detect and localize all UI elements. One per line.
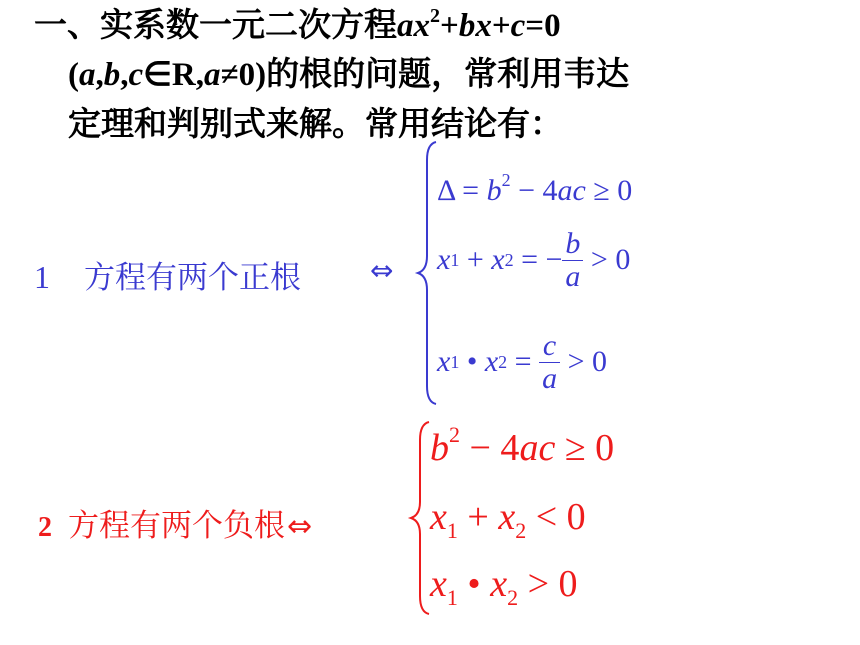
neq-zero: ≠0) [220, 57, 267, 93]
disc-b: b [486, 174, 502, 207]
prod2-x2: x [490, 563, 508, 605]
sum-numerator: b [562, 228, 583, 261]
case-1-sum-condition: x 1 + x 2 = − $\frac{b}{a}$ > 0 [437, 227, 631, 293]
disc2-minus-4: − 4 [460, 427, 520, 469]
prod-fraction [539, 330, 560, 394]
sum-plus: + [459, 243, 492, 276]
sum-denominator: a [565, 259, 581, 293]
case-2-text: 方程有两个负根 [68, 508, 285, 544]
prod2-gt-0: > 0 [518, 563, 578, 605]
eq-c: c [510, 8, 526, 44]
eq-ax: ax [397, 8, 430, 44]
case-2-sum-condition [430, 495, 586, 543]
heading-line-2 [68, 53, 629, 96]
case-1-label [34, 252, 301, 297]
var-c: c [128, 57, 144, 93]
disc-ac: ac [557, 174, 586, 207]
prod-dot: • [459, 345, 485, 378]
case-1-text: 方程有两个正根 [84, 260, 301, 296]
sum2-x1: x [430, 496, 447, 538]
sum2-lt-0: < 0 [526, 496, 586, 538]
var-a-2: a [203, 57, 221, 93]
case-1-number: 1 [34, 259, 50, 295]
disc-sup: 2 [501, 170, 511, 190]
eq-equals-zero: =0 [525, 8, 561, 44]
heading-line-3-text: 定理和判别式来解。常用结论有： [68, 104, 563, 143]
paren-open: ( [68, 57, 79, 93]
eq-sup: 2 [430, 5, 440, 27]
case-2-number: 2 [38, 512, 52, 543]
case-1-product-condition: x 1 • x 2 = $\frac{c}{a}$ > 0 [437, 329, 608, 395]
disc-geq-0: ≥ 0 [585, 174, 633, 207]
disc2-sup: 2 [449, 422, 460, 447]
disc2-b: b [430, 427, 449, 469]
heading-prefix: 一、实系数一元二次方程 [34, 5, 397, 44]
var-b: b [103, 57, 121, 93]
eq-plus-2: + [491, 8, 511, 44]
prod-x1: x [437, 345, 451, 378]
sum-eq-minus: = − [513, 243, 563, 276]
prod2-sub-1: 1 [446, 585, 458, 610]
heading-line-3 [68, 103, 563, 145]
sum-x2: x [491, 243, 505, 276]
case-2-label [38, 500, 312, 545]
sum2-plus: + [457, 496, 499, 538]
sum2-sub-2: 2 [515, 518, 527, 543]
prod2-sub-2: 2 [507, 585, 519, 610]
prod-x2: x [484, 345, 499, 378]
sum-fraction [562, 228, 583, 292]
eq-plus-1: + [440, 8, 459, 44]
disc-minus-4: − 4 [510, 174, 558, 207]
sum-x1: x [437, 243, 451, 276]
prod-gt-0: > 0 [560, 345, 608, 378]
prod-numerator: c [539, 330, 560, 363]
comma-2: , [120, 57, 129, 93]
sum2-sub-1: 1 [446, 518, 458, 543]
case-1-discriminant [437, 170, 633, 208]
disc2-geq-0: ≥ 0 [555, 427, 615, 469]
sum-gt-0: > 0 [583, 243, 631, 276]
prod-denominator: a [542, 361, 558, 395]
eq-bx: bx [458, 8, 492, 44]
in-reals: ∈R, [143, 57, 204, 93]
case-2-arrow-icon: ⇔ [287, 509, 313, 544]
delta-equals: Δ = [437, 174, 487, 207]
comma-1: , [95, 57, 104, 93]
heading-line-1 [34, 4, 561, 47]
case-2-product-condition [430, 562, 578, 610]
prod2-dot: • [457, 563, 491, 605]
heading-line-2-text: 的根的问题，常利用韦达 [266, 54, 630, 93]
prod-eq: = [507, 345, 540, 378]
var-a: a [79, 57, 96, 93]
case-1-arrow-icon: ⇔ [370, 254, 394, 287]
prod2-x1: x [430, 563, 447, 605]
disc2-ac: ac [519, 427, 556, 469]
case-2-discriminant [430, 422, 615, 470]
sum2-x2: x [498, 496, 516, 538]
